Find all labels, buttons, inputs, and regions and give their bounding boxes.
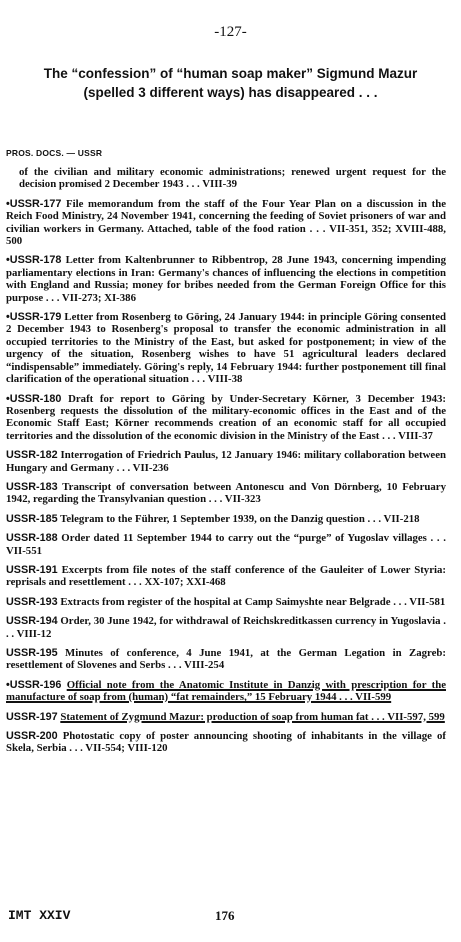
continuation-text: of the civilian and military economic administrations; renewed urgent request for the decision promised 2 December 1943 . . . VIII-39	[19, 166, 446, 191]
entry-text: Minutes of conference, 4 June 1941, at the German Legation in Zagreb: resettlement of Slovenes and Serbs . . . VIII-254	[6, 647, 446, 672]
entry-text: Extracts from register of the hospital at Camp Saimyshte near Belgrade . . . VII-581	[60, 595, 446, 608]
headline: The “confession” of “human soap maker” Sigmund Mazur (spelled 3 different ways) has disappeared . . .	[43, 66, 418, 100]
entry-text: Letter from Kaltenbrunner to Ribbentrop, 28 June 1943, concerning impending parliamentary elections in Iran: Germany's chances of influencing the elections in competition with England and Russia; money for bribes needed from the German Foreign Office for this purpose . . . VII-273; XI-386	[6, 254, 446, 304]
index-entry	[6, 311, 446, 385]
entry-text: Letter from Rosenberg to Göring, 24 January 1944: in principle Göring consented 2 December 1943 to Rosenberg's proposal to transfer the economic administration in all occupied territories to the Ministry of the East, but asked for postponement; in view of the urgency of the situation, Rosenberg wishes to have 51 agricultural leaders declared “indispensable” immediately. Göring's reply, 14 February 1944: further postponement till final clarification of the operational situation . . . VIII-38	[6, 311, 447, 386]
index-entry	[6, 254, 446, 304]
entry-id: •USSR-178	[6, 254, 62, 267]
entry-id: USSR-197	[6, 710, 58, 723]
entry-text: Transcript of conversation between Antonescu and Von Dörnberg, 10 February 1942, regarding the Transylvanian question . . . VII-323	[6, 480, 446, 506]
index-entry	[6, 481, 446, 506]
page-number: -127-	[214, 24, 247, 40]
index-entry	[6, 730, 446, 755]
entry-text: Order, 30 June 1942, for withdrawal of Reichskreditkassen currency in Yugoslavia . . . VIII-12	[6, 615, 446, 640]
entry-id: USSR-183	[6, 480, 58, 493]
index-entry	[6, 513, 446, 525]
entry-id: •USSR-177	[6, 197, 62, 210]
entry-id: USSR-194	[6, 615, 58, 628]
entry-text: Order dated 11 September 1944 to carry out the “purge” of Yugoslav villages . . . VII-551	[6, 532, 447, 557]
running-head: PROS. DOCS. — USSR	[6, 148, 103, 158]
index-entry	[6, 564, 446, 589]
index-entry	[6, 532, 446, 557]
entry-id: •USSR-179	[6, 311, 62, 324]
index-entry	[6, 711, 446, 723]
entry-id: USSR-195	[6, 647, 58, 659]
entry-text: Photostatic copy of poster announcing shooting of inhabitants in the village of Skela, Serbia . . . VII-554; VIII-120	[6, 730, 446, 755]
index-entry	[6, 198, 446, 248]
entry-text: Draft for report to Göring by Under-Secretary Körner, 3 December 1943: Rosenberg requests the dissolution of the military-economic offices in the East and of the Economic Staff East; Körner recommends creation of an economic staff for all occupied territories and the dissolution of the economic division in the Ministry of the East . . . VIII-37	[6, 392, 446, 442]
index-entry	[6, 647, 446, 672]
index-entry	[6, 615, 446, 640]
entry-id: USSR-188	[6, 532, 58, 545]
entry-id: USSR-191	[6, 563, 58, 576]
entry-text: Interrogation of Friedrich Paulus, 12 January 1946: military collaboration between Hungary and Germany . . . VII-236	[6, 449, 446, 474]
entry-id: USSR-182	[6, 449, 58, 462]
entry-text: Telegram to the Führer, 1 September 1939, on the Danzig question . . . VII-218	[60, 512, 420, 525]
footer-volume: IMT XXIV	[8, 908, 71, 923]
index-entry	[6, 679, 446, 704]
entry-text: Excerpts from file notes of the staff conference of the Gauleiter of Lower Styria: reprisals and resettlement . . . XX-107; XXI-468	[6, 563, 446, 589]
document-index	[6, 166, 446, 762]
entry-list	[6, 198, 446, 755]
index-entry	[6, 449, 446, 474]
entry-id: USSR-185	[6, 512, 58, 525]
entry-text: Official note from the Anatomic Institute in Danzig with prescription for the manufacture of soap from (human) “fat remainders,” 15 February 1944 . . . VII-599	[6, 678, 446, 704]
entry-text: Statement of Zygmund Mazur: production of soap from human fat . . . VII-597, 599	[60, 710, 445, 723]
index-entry	[6, 393, 446, 443]
footer-page-number: 176	[215, 908, 235, 923]
entry-id: USSR-200	[6, 730, 58, 743]
index-entry	[6, 596, 446, 608]
entry-id: USSR-193	[6, 595, 58, 608]
entry-id: •USSR-180	[6, 392, 62, 405]
entry-id: •USSR-196	[6, 678, 62, 691]
entry-text: File memorandum from the staff of the Four Year Plan on a discussion in the Reich Food Ministry, 24 November 1941, concerning the feeding of Soviet prisoners of war and civilian workers in Germany. Attached, table of the food ration . . . VII-351, 352; XVIII-488, 500	[6, 197, 446, 248]
